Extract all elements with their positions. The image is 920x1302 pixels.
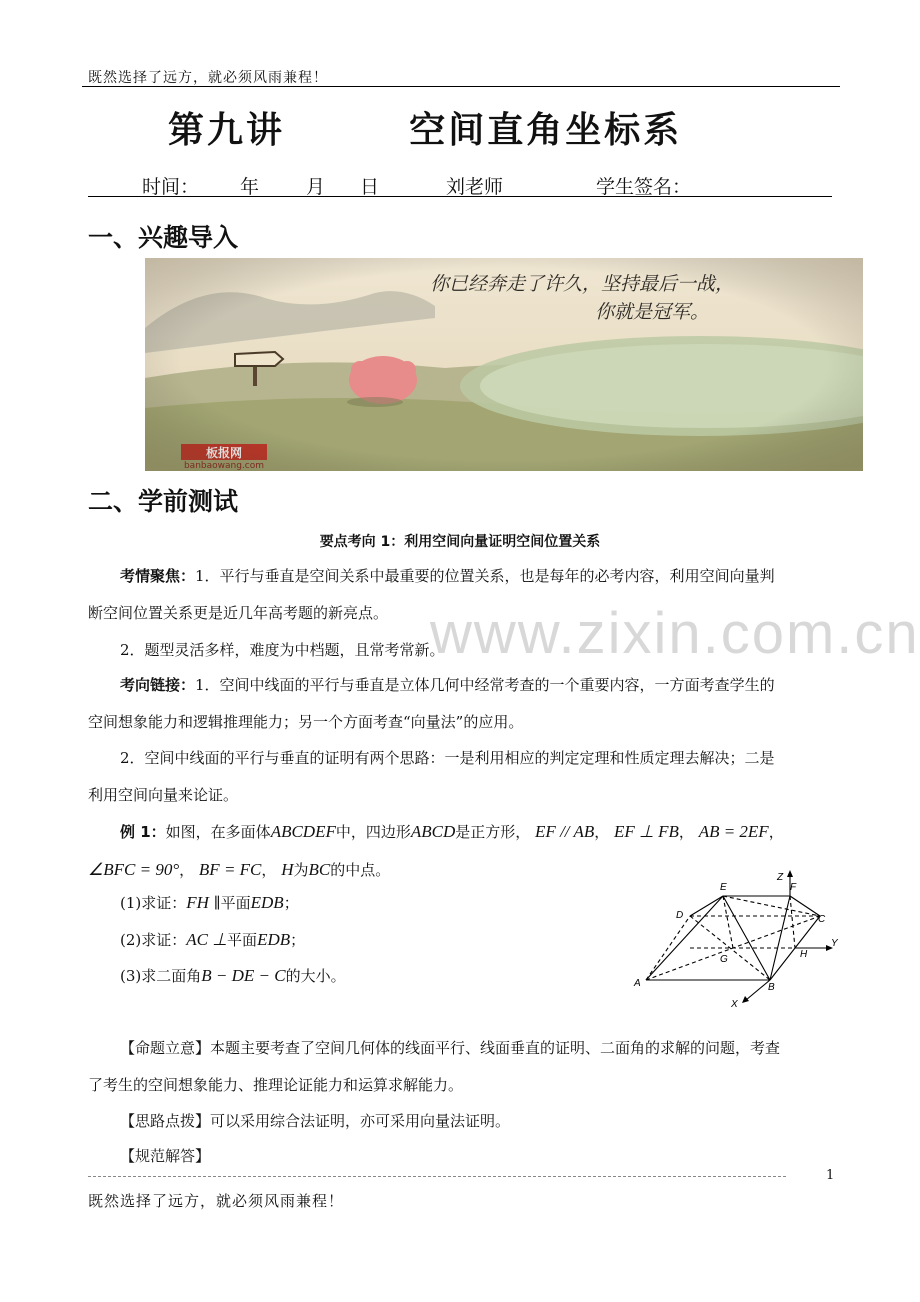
link-label: 考向链接： [120,676,196,694]
label-d: D [676,910,684,921]
example-text-e: 的中点。 [330,861,391,879]
example-cond-1: EF // AB [535,822,595,841]
question-3: (3)求二面角B − DE − C的大小。 [120,966,346,985]
section-heading-pretest: 二、学前测试 [88,487,239,516]
teacher-name: 刘老师 [446,176,504,198]
example-cond-2: EF ⊥ FB [614,822,679,841]
focus-text-1b: 断空间位置关系更是近几年高考题的新亮点。 [88,604,389,622]
example-label: 例 1： [120,823,166,841]
solution-label: 【规范解答】 [120,1147,211,1165]
question-1: (1)求证：FH ∥平面EDB； [120,893,299,912]
label-f: F [790,882,797,893]
example-math-h: H [281,860,294,879]
label-y: Y [831,938,838,949]
meta-line [88,172,832,197]
example-math-bc: BC [308,860,331,879]
label-g: G [720,954,728,965]
link-paragraph-2 [88,740,832,814]
hint-label: 【思路点拨】 [120,1112,211,1130]
watermark: www.zixin.com.cn [430,601,920,666]
hint-text: 可以采用综合法证明，亦可采用向量法证明。 [210,1112,511,1130]
example-text-b: 中，四边形 [335,823,411,841]
example-math-poly: ABCDEF [270,822,336,841]
footer-rule [88,1176,786,1177]
header-rule [82,86,840,87]
example-text-c: 是正方形， [455,823,531,841]
link-text-2: 2．空间中线面的平行与垂直的证明有两个思路：一是利用相应的判定定理和性质定理去解决；二是 [120,749,775,767]
link-text-2b: 利用空间向量来论证。 [88,786,239,804]
focus-paragraph-1 [88,558,832,632]
label-e: E [720,882,727,893]
intro-illustration [145,258,863,471]
polyhedron-figure [628,866,844,1012]
label-c: C [818,914,826,925]
month-label: 月 [306,176,326,198]
section-heading-intro: 一、兴趣导入 [88,223,239,252]
label-x: X [731,999,738,1010]
footer-motto: 既然选择了远方，就必须风雨兼程！ [88,1192,345,1210]
link-text-1: 1．空间中线面的平行与垂直是立体几何中经常考查的一个重要内容，一方面考查学生的 [195,676,775,694]
example-cond-5: BF = FC [198,860,262,879]
header-motto: 既然选择了远方，就必须风雨兼程！ [88,70,328,86]
label-z: Z [777,872,784,883]
hint-paragraph [88,1103,832,1140]
example-cond-3: AB = 2EF [698,822,769,841]
link-paragraph-1 [88,667,832,741]
intent-text: 本题主要考查了空间几何体的线面平行、线面垂直的证明、二面角的求解的问题，考查 [210,1039,781,1057]
focus-title: 要点考向 1：利用空间向量证明空间位置关系 [319,534,601,550]
focus-text-1: 1．平行与垂直是空间关系中最重要的位置关系，也是每年的必考内容，利用空间向量判 [195,567,775,585]
example-math-quad: ABCD [410,822,456,841]
time-label: 时间： [142,176,200,198]
link-text-1b: 空间想象能力和逻辑推理能力；另一个方面考查“向量法”的应用。 [88,713,524,731]
question-2: (2)求证：AC ⊥平面EDB； [120,930,306,949]
label-h: H [800,949,808,960]
label-a: A [634,978,641,989]
intent-paragraph [88,1030,832,1104]
intent-text-2: 了考生的空间想象能力、推理论证能力和运算求解能力。 [88,1076,464,1094]
student-signature-label: 学生签名： [596,176,692,198]
intent-label: 【命题立意】 [120,1039,211,1057]
example-text-a: 如图，在多面体 [165,823,271,841]
year-label: 年 [240,176,260,198]
page-number: 1 [826,1168,835,1183]
example-statement: 例 1：如图，在多面体ABCDEF中，四边形ABCD是正方形， EF // AB， EF ⊥ FB， AB = 2EF， ∠BFC = 90°， BF = FC， H为BC的中点。 [88,822,784,879]
focus-label: 考情聚焦： [120,567,196,585]
day-label: 日 [360,176,380,198]
label-b: B [768,982,775,993]
example-text-d: 为 [293,861,309,879]
example-cond-4: ∠BFC = 90° [88,860,180,879]
focus-paragraph-2: 2．题型灵活多样，难度为中档题，且常考常新。 [120,641,445,659]
lecture-title: 第九讲 空间直角坐标系 [168,110,683,151]
